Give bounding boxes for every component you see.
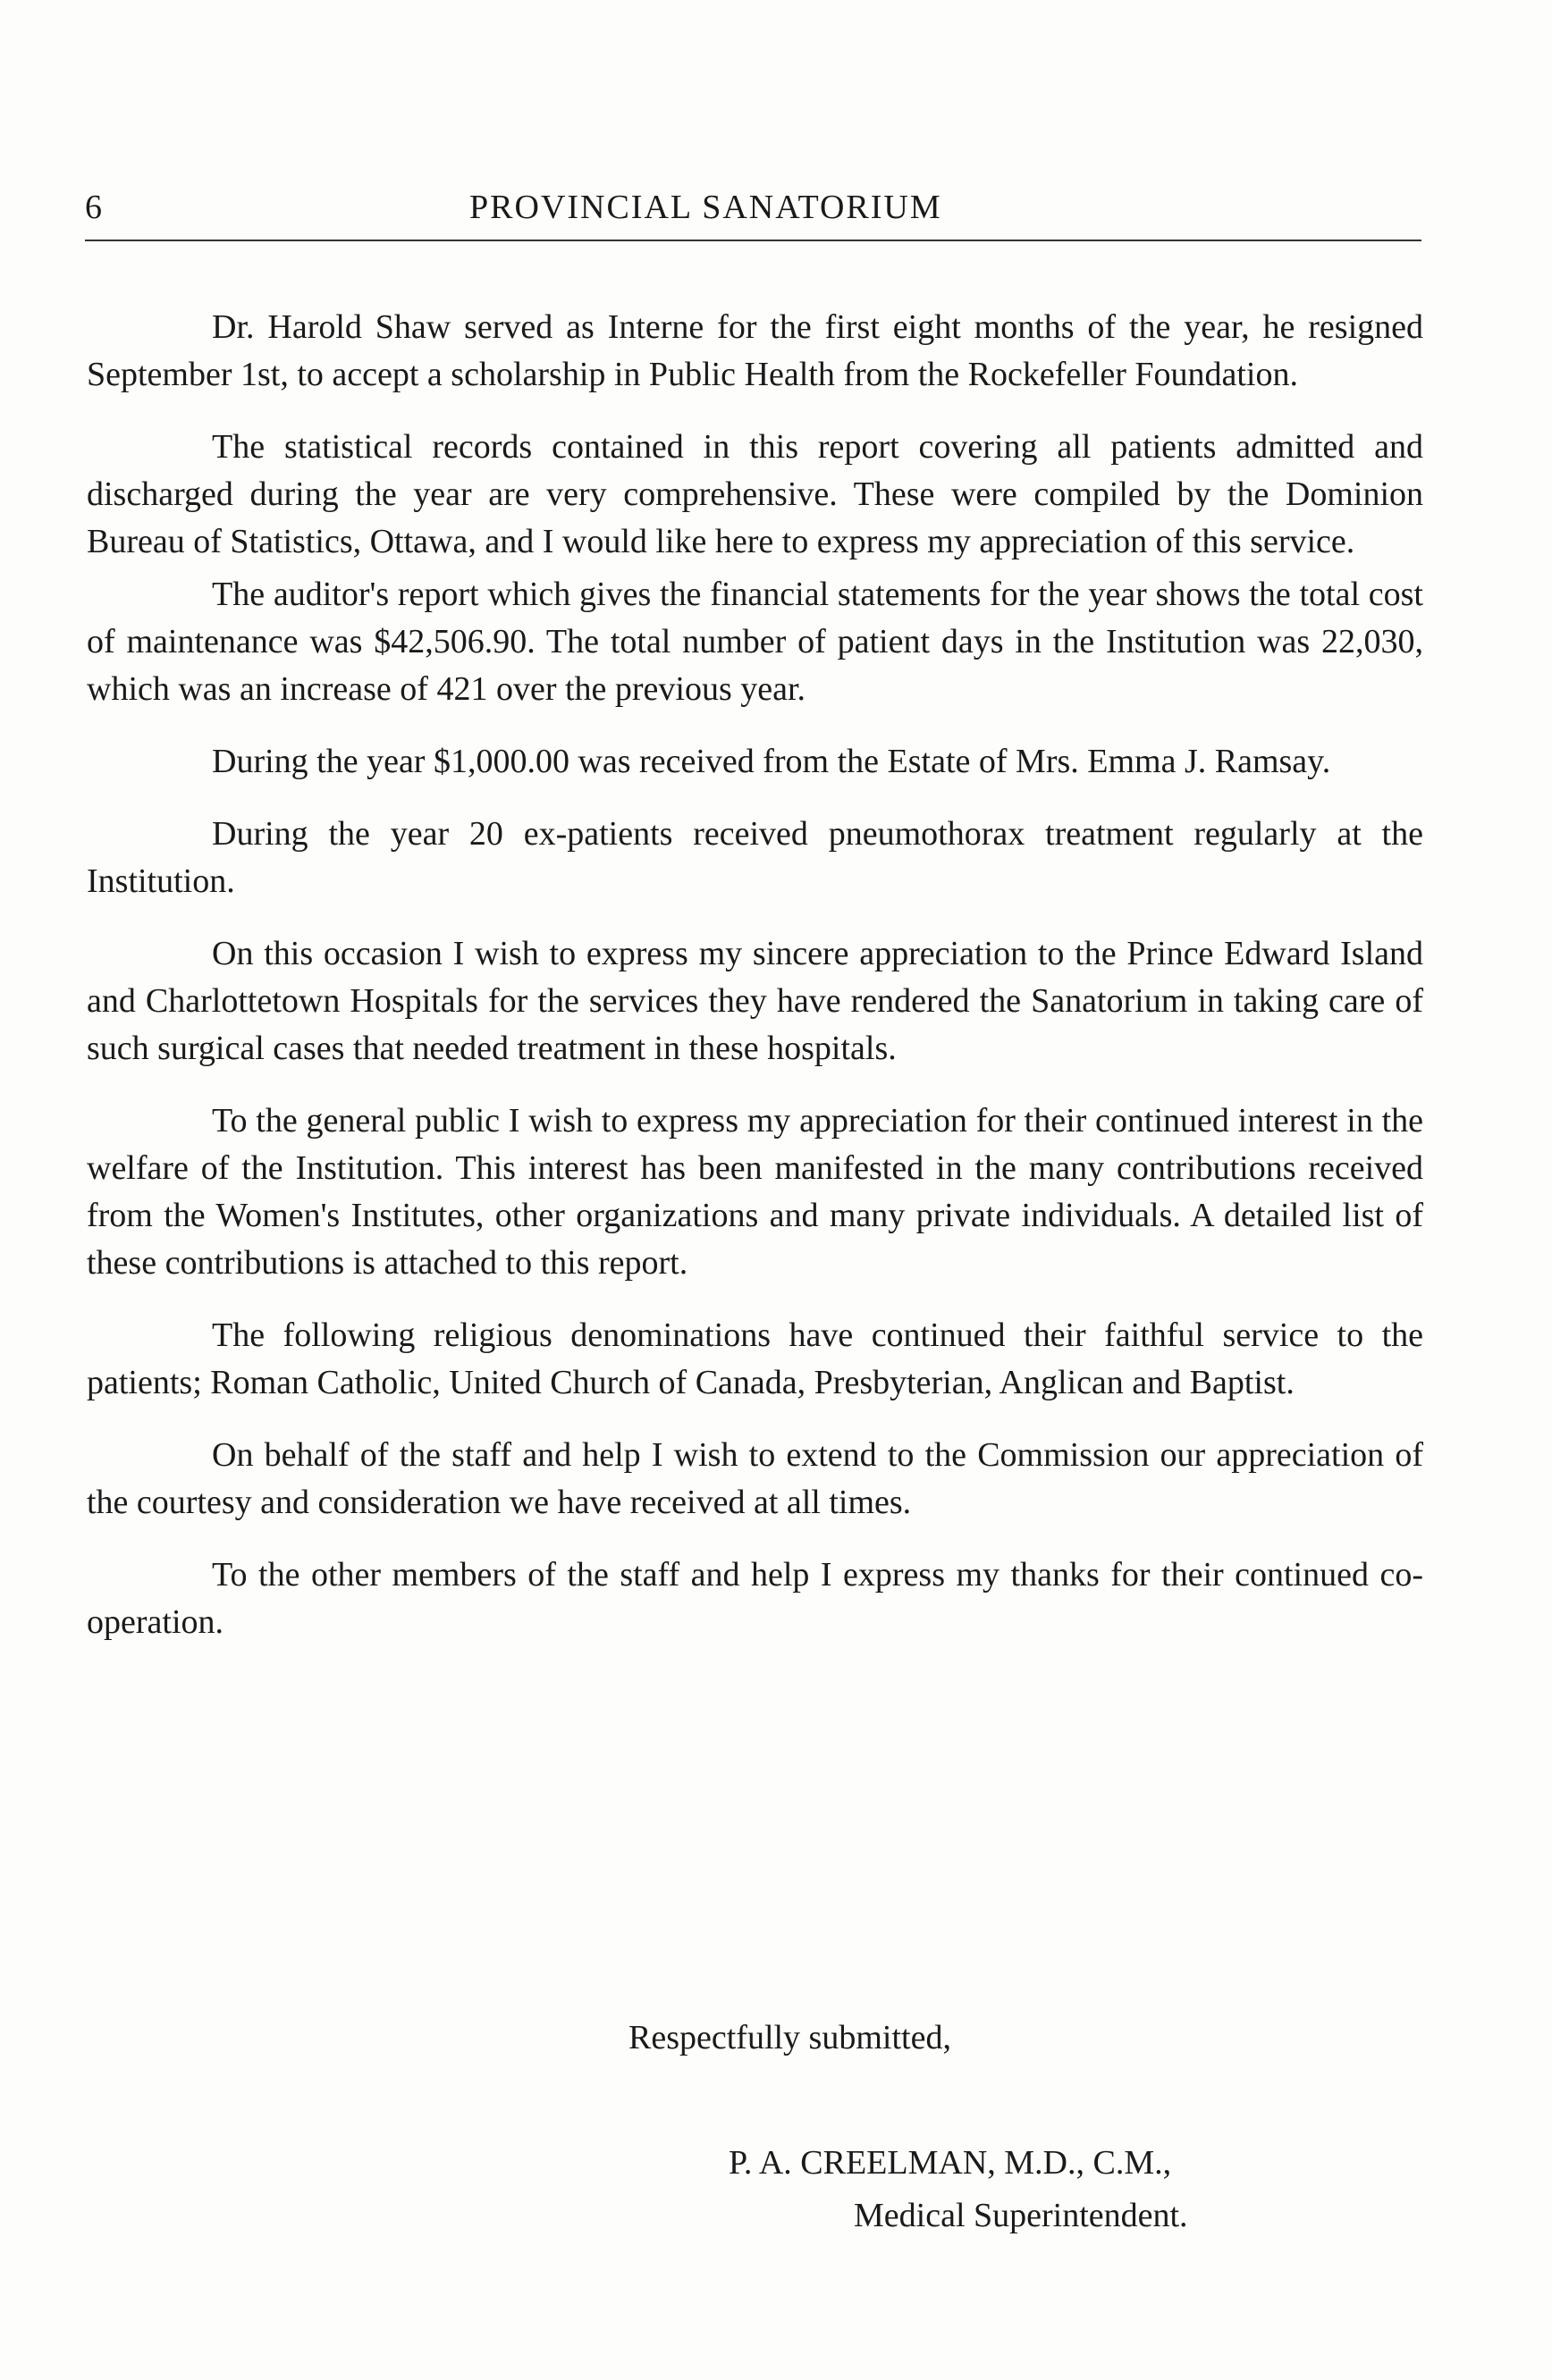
- paragraph-auditor: The auditor's report which gives the financial statements for the year shows the total cost of maintenance was $42,506.90. The total number of patient days in the Institution was 22,030, which was an increase of 421 over the previous year.: [87, 576, 1423, 708]
- paragraph-commission: On behalf of the staff and help I wish to extend to the Commission our appreciation of the courtesy and consideration we have received at all times.: [87, 1436, 1423, 1521]
- paragraph-statistics: The statistical records contained in this report covering all patients admitted and discharged during the year are very comprehensive. These were compiled by the Dominion Bureau of Statistics, Ottawa, and I would like here to express my appreciation of this service.: [87, 428, 1423, 560]
- paragraph-public: To the general public I wish to express my appreciation for their continued interest in the welfare of the Institution. This interest has been manifested in the many contributions received from the Women's Institutes, other organizations and many private individuals. A detailed list of these contributions is attached to this report.: [87, 1102, 1423, 1282]
- paragraph-denominations: The following religious denominations have continued their faithful service to the patients; Roman Catholic, United Church of Canada, Presbyterian, Anglican and Baptist.: [87, 1316, 1423, 1401]
- page-header: [85, 188, 1421, 232]
- header-divider: [85, 240, 1421, 241]
- signer-title: Medical Superintendent.: [854, 2197, 1188, 2234]
- paragraph-pneumothorax: During the year 20 ex-patients received pneumothorax treatment regularly at the Institution.: [87, 815, 1423, 900]
- paragraph-hospitals: On this occasion I wish to express my sincere appreciation to the Prince Edward Island and Charlottetown Hospitals for the services they have rendered the Sanatorium in taking care of such surgical cases that needed treatment in these hospitals.: [87, 935, 1423, 1067]
- signer-name: P. A. CREELMAN, M.D., C.M.,: [729, 2144, 1172, 2182]
- paragraph-interne: Dr. Harold Shaw served as Interne for the first eight months of the year, he resigned September 1st, to accept a scholarship in Public Health from the Rockefeller Foundation.: [87, 308, 1423, 393]
- report-body: [87, 304, 1423, 1671]
- page-number: 6: [85, 189, 103, 226]
- closing-salutation: Respectfully submitted,: [628, 2019, 951, 2056]
- running-head: PROVINCIAL SANATORIUM: [469, 189, 942, 226]
- paragraph-estate: During the year $1,000.00 was received from the Estate of Mrs. Emma J. Ramsay.: [212, 743, 1331, 780]
- paragraph-staff: To the other members of the staff and help I express my thanks for their continued co-operation.: [87, 1556, 1423, 1641]
